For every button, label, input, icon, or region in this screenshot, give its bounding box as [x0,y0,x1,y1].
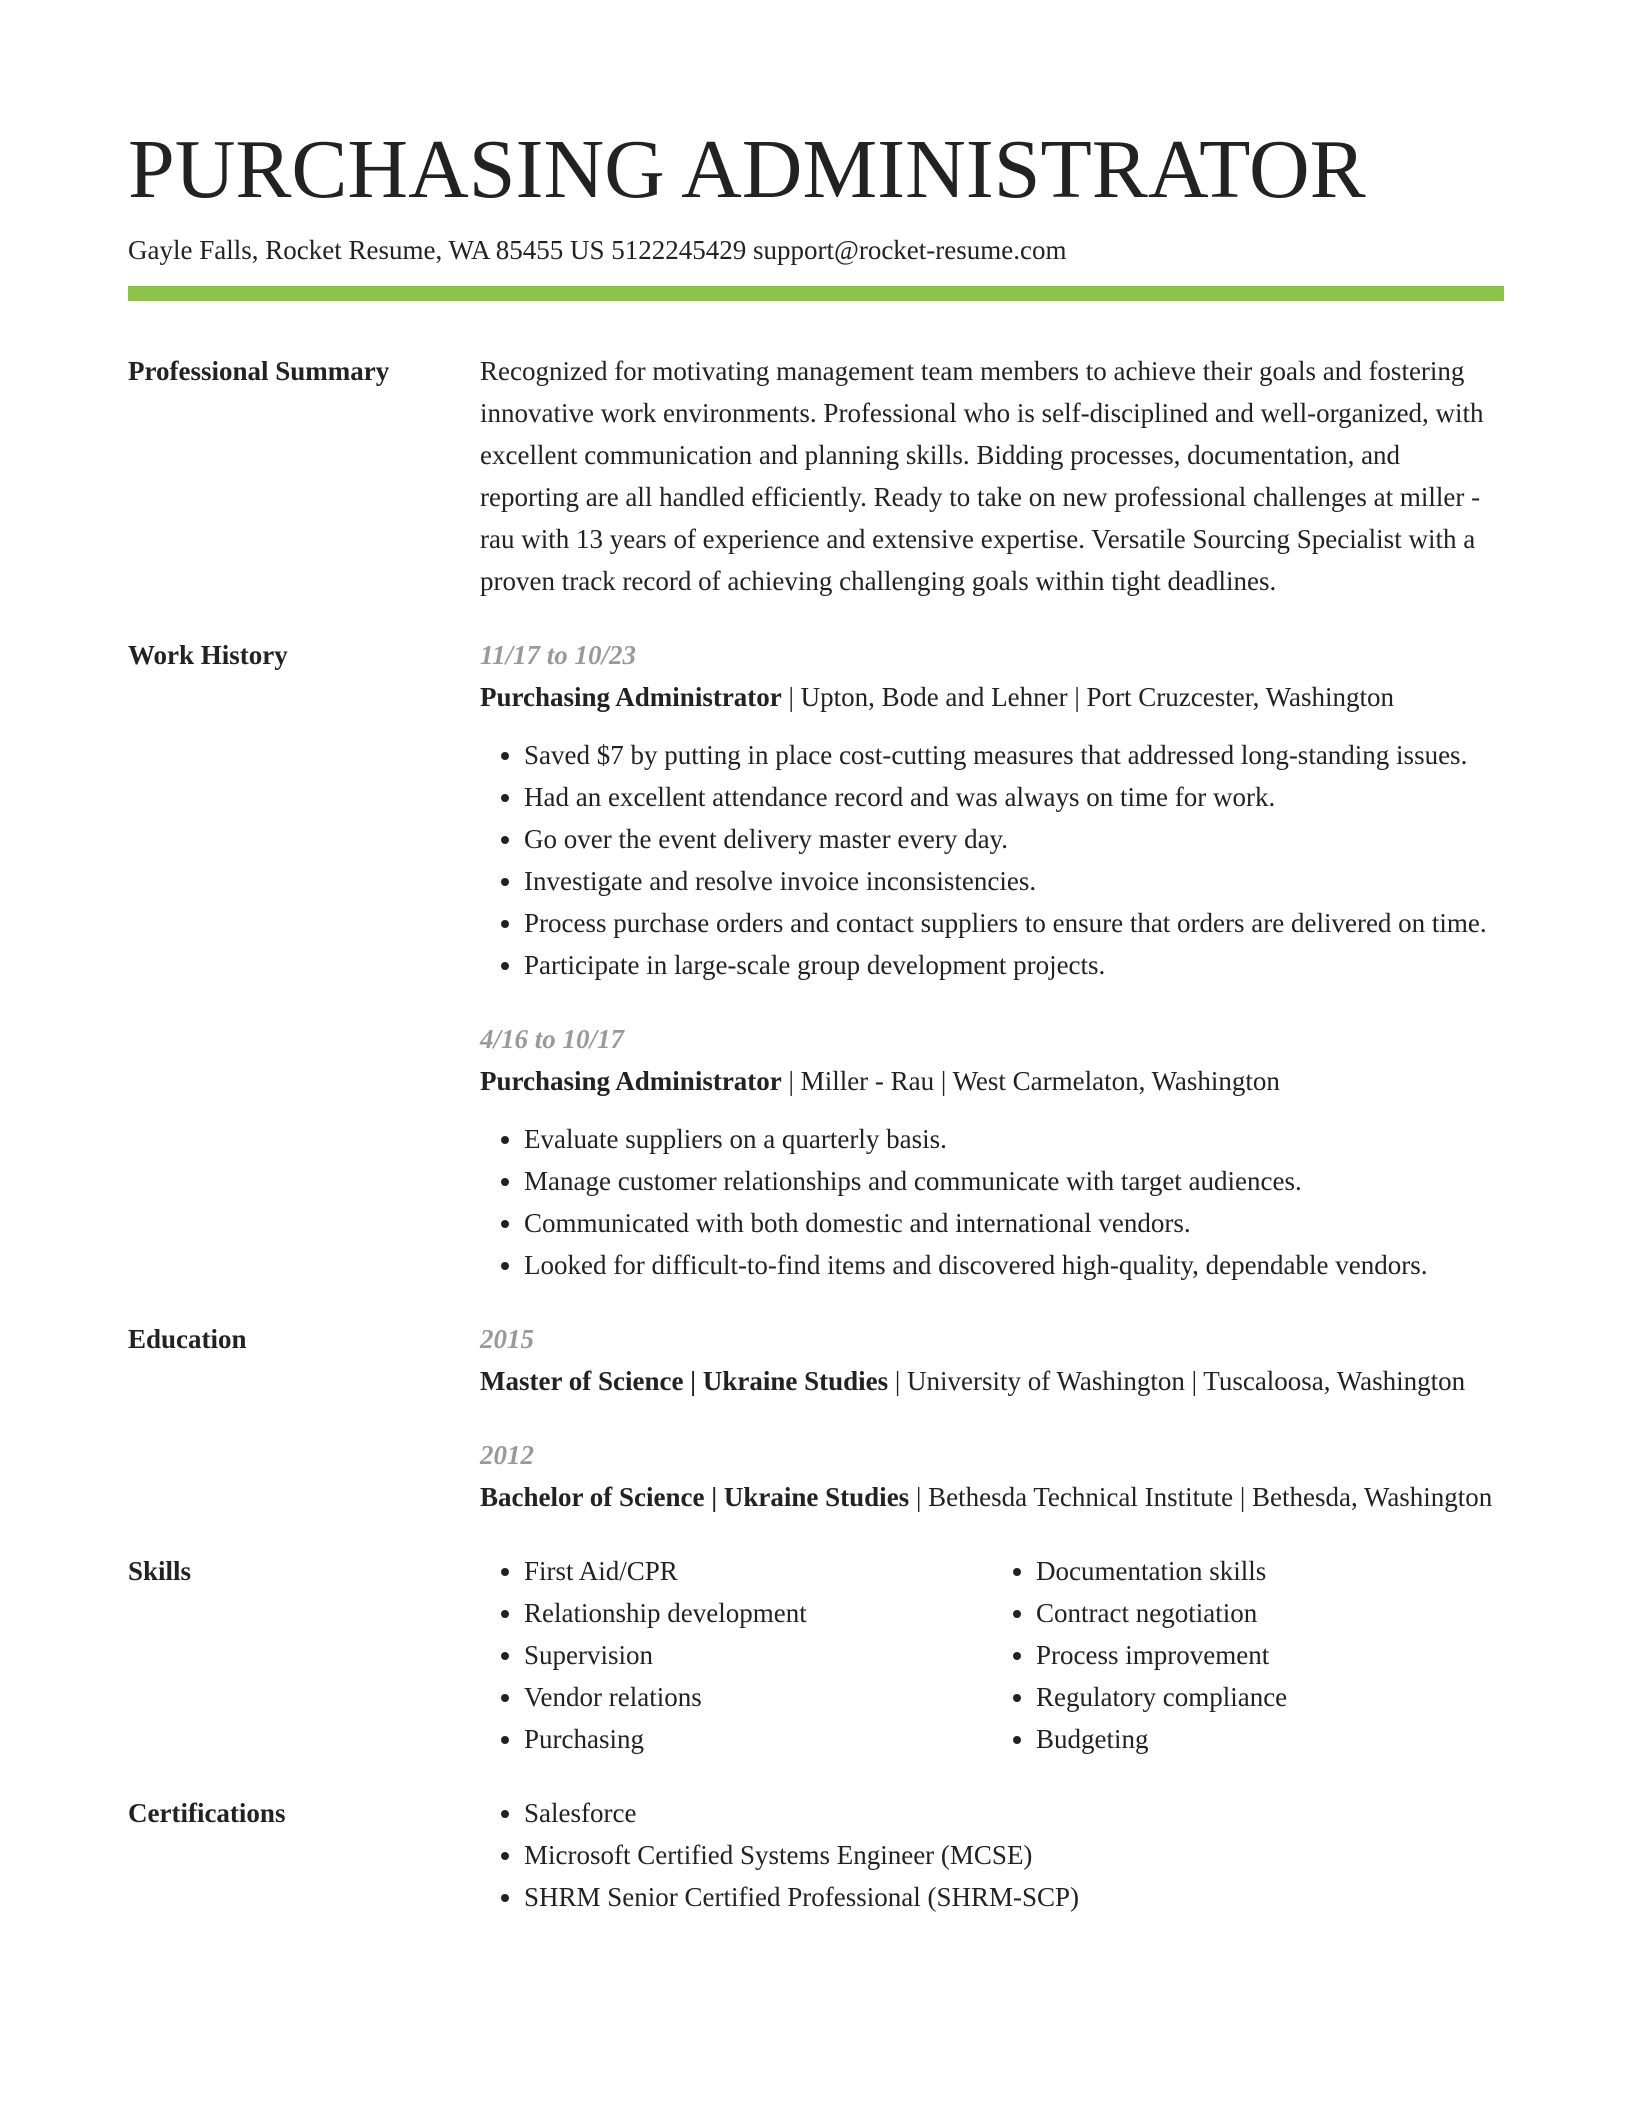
section-label-certifications: Certifications [128,1798,286,1828]
job-title: Purchasing Administrator [480,1066,782,1096]
education-year: 2012 [480,1440,534,1470]
education-year: 2015 [480,1324,534,1354]
education-entry [480,1318,1504,1402]
skill-item: • Purchasing [524,1718,992,1760]
job-title: Purchasing Administrator [480,682,782,712]
education-entry [480,1434,1504,1518]
job-bullets [480,1118,1504,1286]
job-bullet: • Communicated with both domestic and international vendors. [524,1202,1504,1244]
education-heading [480,1476,1504,1518]
job-dates: 11/17 to 10/23 [480,640,637,670]
skills-list-left [480,1550,992,1760]
section-label-education: Education [128,1324,247,1354]
summary-text: Recognized for motivating management team members to achieve their goals and fostering innovative work environments. Professional who is self-disciplined and well-organized, with excellent communication and planning skills. Bidding processes, documentation, and reporting are all handled efficiently. Ready to take on new professional challenges at miller - rau with 13 years of experience and extensive expertise. Versatile Sourcing Specialist with a proven track record of achieving challenging goals within tight deadlines. [480,356,1484,596]
summary-section [128,350,1504,602]
job-bullet: • Evaluate suppliers on a quarterly basis. [524,1118,1504,1160]
certifications-list [480,1792,1504,1918]
education-details: | Bethesda Technical Institute | Bethesda, Washington [909,1482,1493,1512]
skill-item: • Regulatory compliance [1036,1676,1504,1718]
accent-divider [128,286,1504,301]
job-bullet: • Saved $7 by putting in place cost-cutting measures that addressed long-standing issues. [524,734,1504,776]
page-title: PURCHASING ADMINISTRATOR [128,123,1366,216]
skill-item: • Supervision [524,1634,992,1676]
job-bullets [480,734,1504,986]
certification-item: • Salesforce [524,1792,1504,1834]
job-bullet: • Had an excellent attendance record and was always on time for work. [524,776,1504,818]
section-label-summary: Professional Summary [128,356,390,386]
job-heading [480,1060,1504,1102]
certifications-section [128,1792,1504,1918]
job-bullet: • Looked for difficult-to-find items and discovered high-quality, dependable vendors. [524,1244,1504,1286]
skills-list-right [992,1550,1504,1760]
certification-item: • Microsoft Certified Systems Engineer (MCSE) [524,1834,1504,1876]
job-details: | Miller - Rau | West Carmelaton, Washington [781,1066,1280,1096]
job-bullet: • Participate in large-scale group development projects. [524,944,1504,986]
job-bullet: • Investigate and resolve invoice inconsistencies. [524,860,1504,902]
job-details: | Upton, Bode and Lehner | Port Cruzcester, Washington [781,682,1394,712]
skill-item: • First Aid/CPR [524,1550,992,1592]
education-degree: Master of Science | Ukraine Studies [480,1366,889,1396]
job-bullet: • Manage customer relationships and communicate with target audiences. [524,1160,1504,1202]
certification-item: • SHRM Senior Certified Professional (SHRM-SCP) [524,1876,1504,1918]
skill-item: • Contract negotiation [1036,1592,1504,1634]
skill-item: • Vendor relations [524,1676,992,1718]
resume-sections [128,350,1504,1950]
skill-item: • Relationship development [524,1592,992,1634]
job-bullet: • Process purchase orders and contact suppliers to ensure that orders are delivered on time. [524,902,1504,944]
contact-info: Gayle Falls, Rocket Resume, WA 85455 US 5122245429 support@rocket-resume.com [128,235,1067,265]
job-bullet: • Go over the event delivery master every day. [524,818,1504,860]
skills-section [128,1550,1504,1760]
section-label-skills: Skills [128,1556,192,1586]
skill-item: • Process improvement [1036,1634,1504,1676]
education-section [128,1318,1504,1518]
education-heading [480,1360,1504,1402]
skill-item: • Budgeting [1036,1718,1504,1760]
section-label-work-history: Work History [128,640,288,670]
job-entry [480,634,1504,986]
skill-item: • Documentation skills [1036,1550,1504,1592]
education-details: | University of Washington | Tuscaloosa, Washington [888,1366,1466,1396]
job-dates: 4/16 to 10/17 [480,1024,625,1054]
job-heading [480,676,1504,718]
work-history-section [128,634,1504,1286]
education-degree: Bachelor of Science | Ukraine Studies [480,1482,910,1512]
job-entry [480,1018,1504,1286]
